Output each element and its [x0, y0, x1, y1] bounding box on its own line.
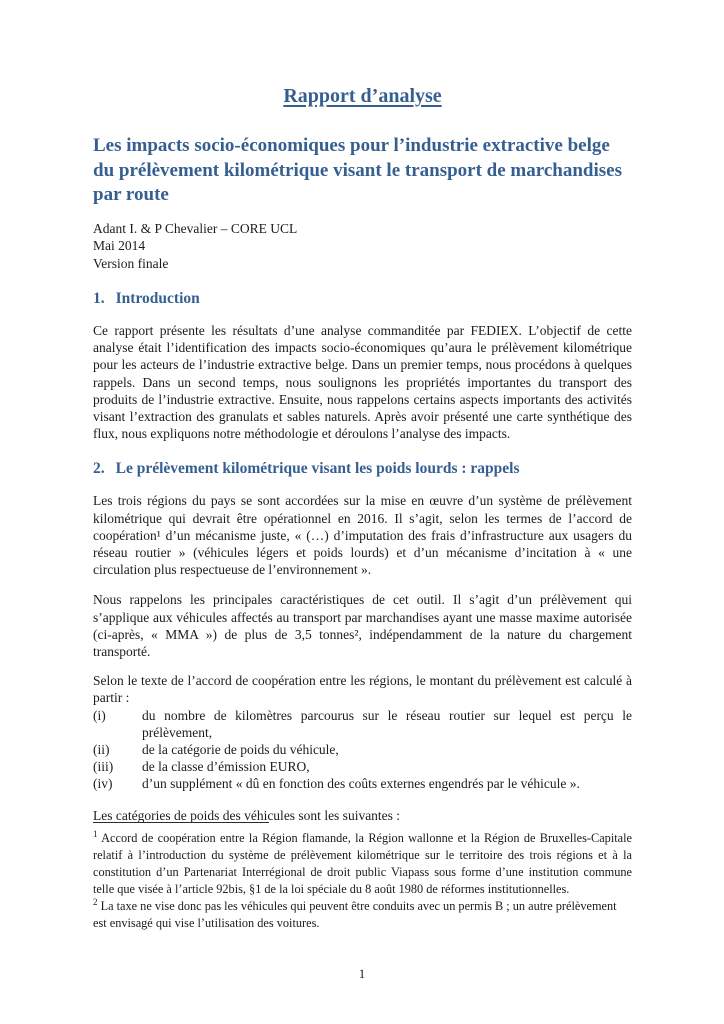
list-item-text: d’un supplément « dû en fonction des coûts externes engendrés par le véhicule ». [142, 776, 580, 792]
list-item-marker: (iv) [93, 776, 113, 792]
footnote-1 [93, 830, 632, 898]
section-2-paragraph-2: Nous rappelons les principales caractéristiques de cet outil. Il s’agit d’un prélèvement qui s’applique aux véhicules affectés au transport par marchandises ayant une masse maxime autorisée (ci-après, « MMA ») de plus de 3,5 tonnes², indépendamment de la nature du chargement transporté. [93, 592, 632, 660]
list-item-text: du nombre de kilomètres parcourus sur le réseau routier sur lequel est perçu le prélèvement, [142, 707, 632, 740]
date-line: Mai 2014 [93, 238, 146, 253]
page-number: 1 [358, 966, 366, 981]
list-item [93, 707, 632, 741]
list-item-marker: (i) [93, 707, 106, 723]
footnote-1-marker: 1 [93, 828, 98, 839]
author-block [93, 220, 632, 273]
list-item-text: de la classe d’émission EURO, [142, 759, 310, 775]
section-2-number: 2. [93, 460, 105, 478]
weight-categories-intro-line: Les catégories de poids des véhicules sont les suivantes : [93, 807, 401, 823]
footnote-2-marker: 2 [93, 896, 98, 907]
footnote-separator [93, 822, 269, 823]
section-2-paragraph-1: Les trois régions du pays se sont accordées sur la mise en œuvre d’un système de prélèvement kilométrique qui devrait être opérationnel en 2016. Il s’agit, selon les termes de l’accord de coopération¹ d’un mécanisme juste, « (…) d’imputation des frais d’infrastructure aux usagers du réseau routier » (véhicules légers et poids lourds) et d’un mécanisme d’incitation à « une circulation plus respectueuse de l’environnement ». [93, 493, 632, 578]
list-item [93, 775, 632, 792]
section-1-title: Introduction [115, 290, 200, 307]
author-line: Adant I. & P Chevalier – CORE UCL [93, 220, 298, 236]
footnote-area [93, 822, 632, 932]
calculation-factors-list [93, 707, 632, 793]
section-2-paragraph-3: Selon le texte de l’accord de coopération entre les régions, le montant du prélèvement est calculé à partir : [93, 673, 632, 706]
section-1-heading [93, 289, 632, 309]
section-2-heading [93, 459, 632, 479]
list-item [93, 741, 632, 758]
list-item [93, 758, 632, 775]
page-title: Rapport d’analyse [283, 85, 442, 107]
list-item-marker: (ii) [93, 742, 110, 758]
document-subtitle: Les impacts socio-économiques pour l’industrie extractive belge du prélèvement kilométrique visant le transport de marchandises par route [93, 135, 622, 205]
list-item-marker: (iii) [93, 759, 114, 775]
footnote-1-text: Accord de coopération entre la Région flamande, la Région wallonne et la Région de Bruxelles-Capitale relatif à l’introduction du système de prélèvement kilométrique sur le territoire des trois régions et à la constitution d’un Partenariat Interrégional de droit public Viapass sous forme d’une institution commune telle que visée à l’article 92bis, §1 de la loi spéciale du 8 août 1980 de réformes institutionnelles. [93, 831, 632, 896]
intro-paragraph: Ce rapport présente les résultats d’une analyse commanditée par FEDIEX. L’objectif de cette analyse était l’identification des impacts socio-économiques qu’aura le prélèvement kilométrique pour les acteurs de l’industrie extractive belge. Dans un premier temps, nous procédons à quelques rappels. Dans un second temps, nous soulignons les propriétés importantes du transport des produits de l’industrie extractive. Ensuite, nous rappelons certains aspects importants des activités visant l’extraction des granulats et sables naturels. Après avoir présenté une carte synthétique des flux, nous expliquons notre méthodologie et déroulons l’analyse des impacts. [93, 323, 632, 442]
section-1-number: 1. [93, 290, 105, 307]
footnote-2-text: La taxe ne vise donc pas les véhicules qui peuvent être conduits avec un permis B ; un autre prélèvement est envisagé qui vise l’utilisation des voitures. [93, 899, 617, 930]
list-item-text: de la catégorie de poids du véhicule, [142, 742, 339, 758]
section-2-title: Le prélèvement kilométrique visant les poids lourds : rappels [115, 460, 520, 478]
footnote-2 [93, 898, 632, 932]
version-line: Version finale [93, 255, 169, 271]
